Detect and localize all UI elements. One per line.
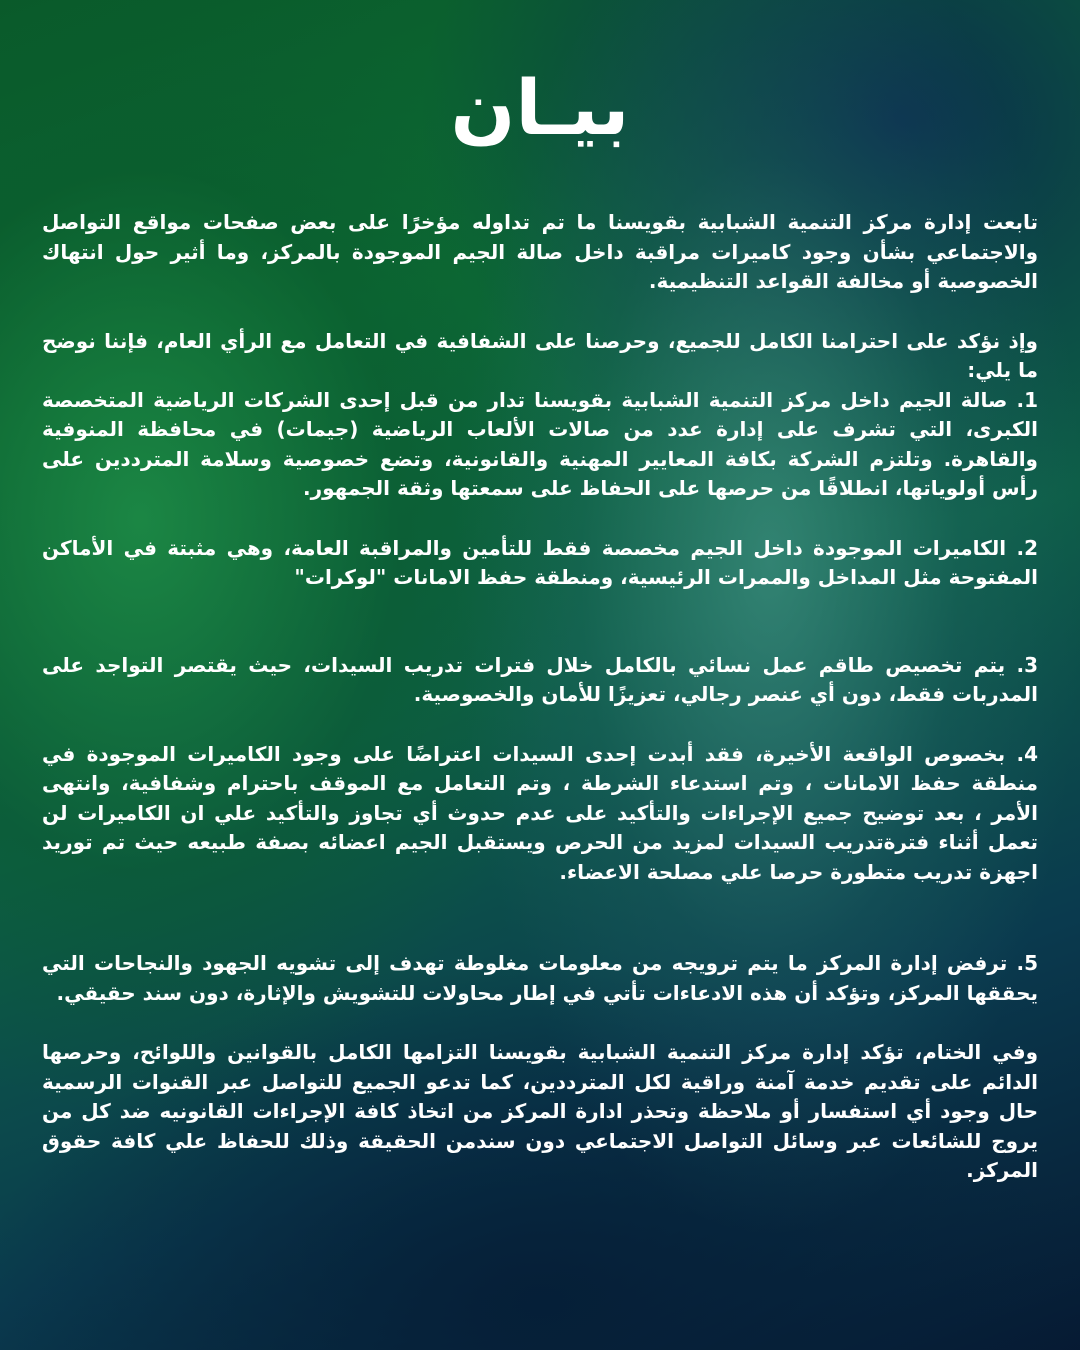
paragraph-spacer: [42, 593, 1038, 651]
stance-paragraph: وإذ نؤكد على احترامنا الكامل للجميع، وحرصنا على الشفافية في التعامل مع الرأي العام، فإننا نوضح ما يلي:: [42, 328, 1038, 382]
closing-paragraph: وفي الختام، تؤكد إدارة مركز التنمية الشبابية بقويسنا التزامها الكامل بالقوانين واللوائح، وحرصها الدائم على تقديم خدمة آمنة وراقية لكل المترددين، كما تدعو الجميع للتواصل عبر القنوات الرسمية حال وجود أي استفسار أو ملاحظة وتحذر ادارة المركز من اتخاذ كافة الإجراءات القانونيه ضد كل من يروج للشائعات عبر وسائل التواصل الاجتماعي دون سندمن الحقيقة وذلك للحفاظ علي كافة حقوق المركز.: [42, 1040, 1038, 1182]
statement-title: بيـان: [450, 63, 630, 152]
paragraph-spacer: [42, 504, 1038, 534]
paragraph-spacer: [42, 710, 1038, 740]
point-3-paragraph: 3. يتم تخصيص طاقم عمل نسائي بالكامل خلال فترات تدريب السيدات، حيث يقتصر التواجد على المدربات فقط، دون أي عنصر رجالي، تعزيزًا للأمان والخصوصية.: [42, 652, 1038, 706]
intro-paragraph: تابعت إدارة مركز التنمية الشبابية بقويسنا ما تم تداوله مؤخرًا على بعض صفحات مواقع التواصل والاجتماعي بشأن وجود كاميرات مراقبة داخل صالة الجيم الموجودة بالمركز، وما أثير حول انتهاك الخصوصية أو مخالفة القواعد التنظيمية.: [42, 210, 1038, 293]
paragraph-spacer: [42, 297, 1038, 327]
paragraph-spacer: [42, 1008, 1038, 1038]
point-1-paragraph: 1. صالة الجيم داخل مركز التنمية الشبابية بقويسنا تدار من قبل إحدى الشركات الرياضية المتخصصة الكبرى، التي تشرف على إدارة عدد من صالات الألعاب الرياضية (جيمات) في محافظة المنوفية والقاهرة. وتلتزم الشركة بكافة المعايير المهنية والقانونية، وتضع خصوصية وسلامة المترددين على رأس أولوياتها، انطلاقًا من حرصها على الحفاظ على سمعتها وثقة الجمهور.: [42, 387, 1038, 500]
point-4-paragraph: 4. بخصوص الواقعة الأخيرة، فقد أبدت إحدى السيدات اعتراضًا على وجود الكاميرات الموجودة في منطقة حفظ الامانات ، وتم استدعاء الشرطة ، وتم التعامل مع الموقف باحترام وشفافية، وانتهى الأمر ، بعد توضيح جميع الإجراءات والتأكيد على عدم حدوث أي تجاوز والتأكيد علي ان الكاميرات لن تعمل أثناء فترةتدريب السيدات لمزيد من الحرص ويستقبل الجيم اعضائه بصفة طبيعه حيث تم توريد اجهزة تدريب متطورة حرصا علي مصلحة الاعضاء.: [42, 741, 1038, 884]
point-5-paragraph: 5. ترفض إدارة المركز ما يتم ترويجه من معلومات مغلوطة تهدف إلى تشويه الجهود والنجاحات التي يحققها المركز، وتؤكد أن هذه الادعاءات تأتي في إطار محاولات للتشويش والإثارة، دون سند حقيقي.: [42, 951, 1038, 1005]
statement-body: [42, 208, 1038, 1186]
paragraph-spacer: [42, 887, 1038, 949]
point-2-paragraph: 2. الكاميرات الموجودة داخل الجيم مخصصة فقط للتأمين والمراقبة العامة، وهي مثبتة في الأماكن المفتوحة مثل المداخل والممرات الرئيسية، ومنطقة حفظ الامانات "لوكرات": [42, 535, 1038, 589]
